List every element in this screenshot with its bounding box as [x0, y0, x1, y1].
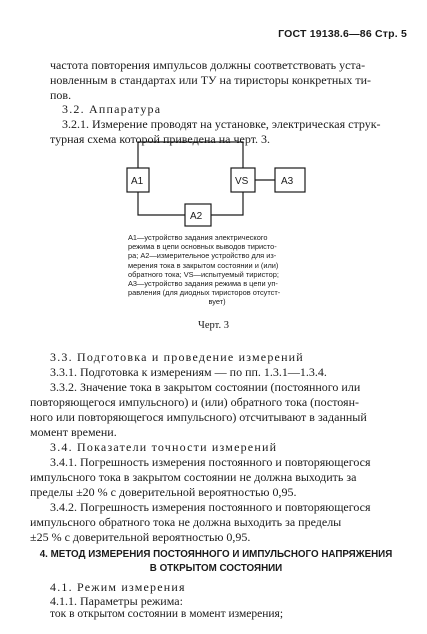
caption-line: обратного тока; VS—испытуемый тиристор; [128, 269, 279, 279]
text-line: 3.4.2. Погрешность измерения постоянного и повторяющегося [50, 500, 371, 514]
page-header: ГОСТ 19138.6—86 Стр. 5 [278, 28, 407, 40]
section-3-4 [50, 440, 400, 470]
section-heading: 4.1. Режим измерения [50, 580, 186, 594]
caption-line: режима в цепи основных выводов тиристо- [128, 242, 277, 252]
text-line: пределы ±20 % с доверительной вероятностью 0,95. [30, 485, 297, 499]
intro-paragraph [50, 58, 400, 103]
text-line: 3.4.1. Погрешность измерения постоянного и повторяющегося [50, 455, 371, 469]
section-heading: 3.3. Подготовка и проведение измерений [50, 350, 304, 364]
a1-label: A1 [131, 176, 144, 187]
section-4-1-1 [50, 594, 400, 609]
section-title-line: В ОТКРЫТОМ СОСТОЯНИИ [149, 563, 283, 574]
caption-line: A3—устройство задания режима в цепи уп- [128, 279, 278, 289]
vs-label: VS [235, 176, 249, 187]
section-3-3-cont [30, 395, 402, 440]
wire-bottom-right [211, 192, 243, 215]
section-4-title [30, 548, 402, 576]
text-line: частота повторения импульсов должны соответствовать уста- [50, 58, 366, 72]
caption-line: вует) [208, 297, 226, 307]
text-line: импульсного обратного тока не должна выходить за пределы [30, 515, 342, 529]
text-line: ±25 % с доверительной вероятностью 0,95. [30, 530, 251, 544]
section-4-1-items [50, 608, 400, 621]
text-line: 4.1.1. Параметры режима: [50, 594, 183, 608]
section-3-4-2-cont [30, 515, 402, 545]
section-4-1 [50, 580, 400, 595]
section-heading: 3.2. Аппаратура [62, 102, 162, 116]
text-line: 3.3.2. Значение тока в закрытом состоянии (постоянного или [50, 380, 361, 394]
text-line: турная схема которой приведена на черт. 3. [50, 132, 271, 146]
a3-label: A3 [281, 176, 294, 187]
a2-label: A2 [190, 211, 203, 222]
text-line: пов. [50, 88, 72, 102]
section-3-2 [62, 102, 402, 132]
section-title-line: 4. МЕТОД ИЗМЕРЕНИЯ ПОСТОЯННОГО И ИМПУЛЬСНОГО НАПРЯЖЕНИЯ [39, 549, 393, 560]
section-heading: 3.4. Показатели точности измерений [50, 440, 278, 454]
wire-top [138, 142, 243, 168]
text-line: 3.2.1. Измерение проводят на установке, электрическая струк- [62, 117, 381, 131]
text-line: повторяющегося импульсного) и (или) обратного тока (постоян- [30, 395, 359, 409]
caption-line: равления (для диодных тиристоров отсутст- [128, 288, 281, 298]
diagram-caption [128, 233, 306, 307]
text-line: ного или повторяющегося импульсного) отсчитывают в заданный [30, 410, 367, 424]
text-line: новленным в стандартах или ТУ на тиристоры конкретных ти- [50, 73, 372, 87]
section-3-4-2 [50, 500, 400, 515]
figure-label: Черт. 3 [198, 320, 229, 331]
section-3-4-cont1 [30, 470, 402, 500]
caption-line: A1—устройство задания электрического [128, 233, 268, 242]
text-line: импульсного тока в закрытом состоянии не должна выходить за [30, 470, 357, 484]
text-line: момент времени. [30, 425, 117, 439]
list-item: ток в открытом состоянии в момент измерения; [50, 608, 284, 620]
wire-bottom-left [138, 192, 185, 215]
text-line: 3.3.1. Подготовка к измерениям — по пп. 1.3.1—1.3.4. [50, 365, 327, 379]
section-3-3 [50, 350, 400, 395]
caption-line: мерения тока в закрытом состоянии и (или) [128, 260, 279, 270]
caption-line: ра; A2—измерительное устройство для из- [128, 251, 277, 261]
block-diagram [123, 138, 313, 234]
